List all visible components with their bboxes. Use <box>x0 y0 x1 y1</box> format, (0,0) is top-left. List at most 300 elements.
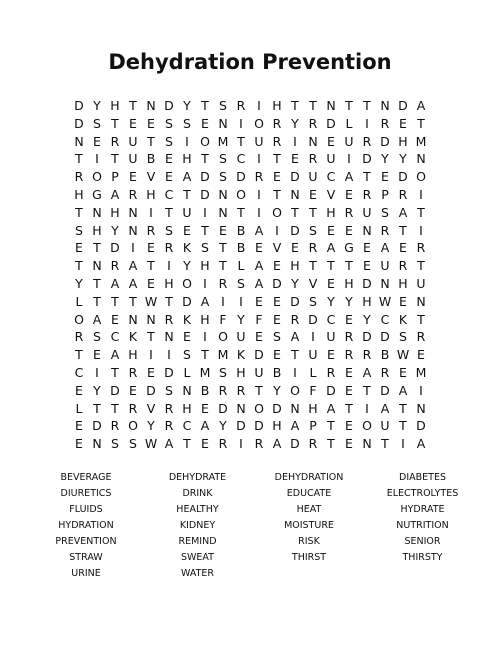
grid-cell[interactable]: E <box>345 311 353 327</box>
grid-cell[interactable]: I <box>293 133 297 149</box>
grid-cell[interactable]: D <box>182 293 192 309</box>
grid-cell[interactable]: Y <box>75 275 83 291</box>
grid-cell[interactable]: Y <box>291 275 299 291</box>
grid-cell[interactable]: C <box>182 418 192 434</box>
grid-cell[interactable]: O <box>92 169 102 185</box>
grid-cell[interactable]: D <box>254 347 264 363</box>
grid-cell[interactable]: R <box>308 115 318 131</box>
grid-cell[interactable]: I <box>257 151 261 167</box>
grid-cell[interactable]: E <box>345 186 353 202</box>
grid-cell[interactable]: N <box>236 400 246 416</box>
grid-cell[interactable]: N <box>308 133 318 149</box>
grid-cell[interactable]: R <box>110 418 120 434</box>
grid-cell[interactable]: T <box>417 115 425 131</box>
grid-cell[interactable]: E <box>345 364 353 380</box>
grid-cell[interactable]: S <box>183 115 191 131</box>
grid-cell[interactable]: U <box>308 347 318 363</box>
grid-cell[interactable]: S <box>381 204 389 220</box>
grid-cell[interactable]: T <box>417 204 425 220</box>
grid-cell[interactable]: Y <box>183 98 191 113</box>
grid-cell[interactable]: T <box>75 204 83 220</box>
grid-cell[interactable]: I <box>365 115 369 131</box>
grid-cell[interactable]: E <box>129 382 137 398</box>
grid-cell[interactable]: D <box>416 418 426 434</box>
grid-cell[interactable]: H <box>146 186 156 202</box>
grid-cell[interactable]: A <box>200 418 210 434</box>
grid-cell[interactable]: T <box>129 98 137 113</box>
grid-cell[interactable]: Y <box>219 418 227 434</box>
grid-cell[interactable]: B <box>236 222 246 238</box>
grid-cell[interactable]: D <box>362 151 372 167</box>
grid-cell[interactable]: E <box>183 222 191 238</box>
grid-cell[interactable]: N <box>182 382 192 398</box>
grid-cell[interactable]: N <box>218 204 228 220</box>
grid-cell[interactable]: C <box>326 169 336 185</box>
grid-cell[interactable]: A <box>380 400 390 416</box>
grid-cell[interactable]: L <box>183 364 191 380</box>
grid-cell[interactable]: T <box>237 133 245 149</box>
grid-cell[interactable]: T <box>201 98 209 113</box>
grid-cell[interactable]: T <box>75 347 83 363</box>
grid-cell[interactable]: U <box>380 418 390 434</box>
grid-cell[interactable]: I <box>167 347 171 363</box>
grid-cell[interactable]: K <box>128 329 138 345</box>
grid-cell[interactable]: T <box>129 293 137 309</box>
grid-cell[interactable]: T <box>255 382 263 398</box>
grid-cell[interactable]: T <box>291 347 299 363</box>
grid-cell[interactable]: O <box>272 204 282 220</box>
grid-cell[interactable]: N <box>164 329 174 345</box>
grid-cell[interactable]: H <box>398 275 408 291</box>
grid-cell[interactable]: T <box>93 240 101 256</box>
grid-cell[interactable]: R <box>164 240 174 256</box>
grid-cell[interactable]: A <box>290 329 300 345</box>
grid-cell[interactable]: T <box>183 436 191 452</box>
grid-cell[interactable]: C <box>110 329 120 345</box>
grid-cell[interactable]: E <box>165 151 173 167</box>
grid-cell[interactable]: R <box>362 186 372 202</box>
grid-cell[interactable]: R <box>398 258 408 274</box>
grid-cell[interactable]: U <box>344 133 354 149</box>
grid-cell[interactable]: R <box>398 186 408 202</box>
grid-cell[interactable]: I <box>347 151 351 167</box>
grid-cell[interactable]: T <box>345 400 353 416</box>
grid-cell[interactable]: R <box>362 133 372 149</box>
grid-cell[interactable]: H <box>326 204 336 220</box>
grid-cell[interactable]: T <box>327 258 335 274</box>
grid-cell[interactable]: C <box>74 364 84 380</box>
grid-cell[interactable]: E <box>327 133 335 149</box>
grid-cell[interactable]: A <box>128 258 138 274</box>
grid-cell[interactable]: E <box>399 364 407 380</box>
grid-cell[interactable]: T <box>237 204 245 220</box>
grid-cell[interactable]: E <box>111 311 119 327</box>
grid-cell[interactable]: H <box>272 418 282 434</box>
grid-cell[interactable]: K <box>182 240 192 256</box>
grid-cell[interactable]: A <box>344 169 354 185</box>
grid-cell[interactable]: F <box>309 382 317 398</box>
grid-cell[interactable]: R <box>254 169 264 185</box>
grid-cell[interactable]: T <box>381 436 389 452</box>
grid-cell[interactable]: A <box>128 275 138 291</box>
grid-cell[interactable]: D <box>200 186 210 202</box>
grid-cell[interactable]: R <box>218 382 228 398</box>
grid-cell[interactable]: D <box>92 418 102 434</box>
grid-cell[interactable]: Y <box>363 311 371 327</box>
grid-cell[interactable]: T <box>291 204 299 220</box>
grid-cell[interactable]: D <box>398 169 408 185</box>
grid-cell[interactable]: D <box>362 275 372 291</box>
grid-cell[interactable]: T <box>219 240 227 256</box>
grid-cell[interactable]: S <box>129 436 137 452</box>
grid-cell[interactable]: H <box>236 364 246 380</box>
grid-cell[interactable]: D <box>290 436 300 452</box>
grid-cell[interactable]: N <box>380 98 390 113</box>
grid-cell[interactable]: W <box>144 293 158 309</box>
grid-cell[interactable]: S <box>93 115 101 131</box>
grid-cell[interactable]: E <box>75 240 83 256</box>
grid-cell[interactable]: E <box>255 240 263 256</box>
grid-cell[interactable]: T <box>363 382 371 398</box>
grid-cell[interactable]: T <box>363 98 371 113</box>
grid-cell[interactable]: S <box>219 98 227 113</box>
grid-cell[interactable]: D <box>110 240 120 256</box>
grid-cell[interactable]: T <box>147 329 155 345</box>
grid-cell[interactable]: S <box>165 115 173 131</box>
grid-cell[interactable]: S <box>93 329 101 345</box>
grid-cell[interactable]: R <box>308 240 318 256</box>
grid-cell[interactable]: W <box>378 293 392 309</box>
grid-cell[interactable]: D <box>380 329 390 345</box>
grid-cell[interactable]: E <box>201 400 209 416</box>
grid-cell[interactable]: N <box>416 400 426 416</box>
grid-cell[interactable]: S <box>219 364 227 380</box>
grid-cell[interactable]: I <box>275 222 279 238</box>
grid-cell[interactable]: T <box>327 418 335 434</box>
grid-cell[interactable]: R <box>344 204 354 220</box>
grid-cell[interactable]: P <box>309 418 317 434</box>
grid-cell[interactable]: V <box>146 169 156 185</box>
grid-cell[interactable]: T <box>147 258 155 274</box>
grid-cell[interactable]: R <box>272 115 282 131</box>
grid-cell[interactable]: H <box>398 133 408 149</box>
grid-cell[interactable]: T <box>417 311 425 327</box>
grid-cell[interactable]: R <box>362 347 372 363</box>
grid-cell[interactable]: Y <box>111 222 119 238</box>
grid-cell[interactable]: E <box>201 115 209 131</box>
grid-cell[interactable]: C <box>164 186 174 202</box>
grid-cell[interactable]: N <box>128 311 138 327</box>
grid-cell[interactable]: N <box>362 222 372 238</box>
grid-cell[interactable]: Y <box>273 382 281 398</box>
grid-cell[interactable]: I <box>419 222 423 238</box>
grid-cell[interactable]: U <box>236 329 246 345</box>
grid-cell[interactable]: A <box>326 400 336 416</box>
grid-cell[interactable]: S <box>219 151 227 167</box>
grid-cell[interactable]: I <box>365 400 369 416</box>
grid-cell[interactable]: I <box>419 186 423 202</box>
grid-cell[interactable]: H <box>164 275 174 291</box>
grid-cell[interactable]: D <box>290 293 300 309</box>
grid-cell[interactable]: R <box>344 347 354 363</box>
grid-cell[interactable]: R <box>74 329 84 345</box>
grid-cell[interactable]: H <box>362 293 372 309</box>
grid-cell[interactable]: G <box>92 186 102 202</box>
grid-cell[interactable]: F <box>219 311 227 327</box>
grid-cell[interactable]: I <box>311 329 315 345</box>
grid-cell[interactable]: A <box>290 418 300 434</box>
grid-cell[interactable]: H <box>200 258 210 274</box>
grid-cell[interactable]: E <box>363 258 371 274</box>
grid-cell[interactable]: I <box>131 240 135 256</box>
grid-cell[interactable]: Y <box>147 418 155 434</box>
grid-cell[interactable]: R <box>218 436 228 452</box>
grid-cell[interactable]: R <box>146 222 156 238</box>
grid-cell[interactable]: R <box>308 151 318 167</box>
grid-cell[interactable]: P <box>381 186 389 202</box>
grid-cell[interactable]: E <box>345 222 353 238</box>
grid-cell[interactable]: I <box>257 186 261 202</box>
grid-cell[interactable]: Y <box>183 258 191 274</box>
grid-cell[interactable]: T <box>147 133 155 149</box>
grid-cell[interactable]: N <box>128 222 138 238</box>
grid-cell[interactable]: T <box>399 400 407 416</box>
grid-cell[interactable]: R <box>416 329 426 345</box>
grid-cell[interactable]: I <box>149 204 153 220</box>
grid-cell[interactable]: N <box>380 275 390 291</box>
grid-cell[interactable]: A <box>416 98 426 113</box>
grid-cell[interactable]: T <box>309 204 317 220</box>
grid-cell[interactable]: V <box>272 240 282 256</box>
grid-cell[interactable]: R <box>326 364 336 380</box>
grid-cell[interactable]: N <box>362 436 372 452</box>
grid-cell[interactable]: U <box>326 151 336 167</box>
grid-cell[interactable]: H <box>344 275 354 291</box>
grid-cell[interactable]: U <box>380 258 390 274</box>
grid-cell[interactable]: R <box>164 418 174 434</box>
grid-cell[interactable]: D <box>290 169 300 185</box>
grid-cell[interactable]: G <box>344 240 354 256</box>
grid-cell[interactable]: L <box>237 258 245 274</box>
grid-cell[interactable]: A <box>92 311 102 327</box>
grid-cell[interactable]: B <box>236 240 246 256</box>
grid-cell[interactable]: K <box>398 311 408 327</box>
grid-cell[interactable]: E <box>147 115 155 131</box>
grid-cell[interactable]: A <box>254 258 264 274</box>
grid-cell[interactable]: U <box>128 133 138 149</box>
grid-cell[interactable]: N <box>128 204 138 220</box>
grid-cell[interactable]: E <box>327 222 335 238</box>
grid-cell[interactable]: A <box>398 204 408 220</box>
grid-cell[interactable]: B <box>146 151 156 167</box>
grid-cell[interactable]: T <box>165 204 173 220</box>
grid-cell[interactable]: R <box>128 186 138 202</box>
grid-cell[interactable]: I <box>149 347 153 363</box>
grid-cell[interactable]: I <box>257 204 261 220</box>
grid-cell[interactable]: R <box>110 133 120 149</box>
grid-cell[interactable]: D <box>236 169 246 185</box>
grid-cell[interactable]: S <box>309 293 317 309</box>
grid-cell[interactable]: S <box>237 275 245 291</box>
grid-cell[interactable]: U <box>326 329 336 345</box>
grid-cell[interactable]: D <box>308 311 318 327</box>
grid-cell[interactable]: D <box>110 382 120 398</box>
grid-cell[interactable]: U <box>416 275 426 291</box>
grid-cell[interactable]: T <box>273 186 281 202</box>
grid-cell[interactable]: O <box>290 382 300 398</box>
grid-cell[interactable]: D <box>380 382 390 398</box>
grid-cell[interactable]: D <box>380 133 390 149</box>
grid-cell[interactable]: E <box>327 347 335 363</box>
grid-cell[interactable]: E <box>273 311 281 327</box>
grid-cell[interactable]: D <box>362 329 372 345</box>
grid-cell[interactable]: L <box>75 400 83 416</box>
grid-cell[interactable]: T <box>309 258 317 274</box>
grid-cell[interactable]: N <box>326 98 336 113</box>
grid-cell[interactable]: R <box>74 169 84 185</box>
grid-cell[interactable]: E <box>93 133 101 149</box>
grid-cell[interactable]: N <box>218 115 228 131</box>
grid-cell[interactable]: R <box>380 364 390 380</box>
grid-cell[interactable]: E <box>345 436 353 452</box>
grid-cell[interactable]: S <box>273 329 281 345</box>
grid-cell[interactable]: D <box>200 169 210 185</box>
grid-cell[interactable]: U <box>182 204 192 220</box>
grid-cell[interactable]: O <box>362 418 372 434</box>
grid-cell[interactable]: R <box>110 258 120 274</box>
grid-cell[interactable]: O <box>254 115 264 131</box>
grid-cell[interactable]: H <box>182 400 192 416</box>
grid-cell[interactable]: K <box>182 311 192 327</box>
grid-cell[interactable]: D <box>326 382 336 398</box>
grid-cell[interactable]: O <box>182 275 192 291</box>
grid-cell[interactable]: A <box>254 222 264 238</box>
grid-cell[interactable]: H <box>200 311 210 327</box>
grid-cell[interactable]: D <box>326 115 336 131</box>
grid-cell[interactable]: T <box>201 347 209 363</box>
grid-cell[interactable]: I <box>167 258 171 274</box>
grid-cell[interactable]: A <box>362 364 372 380</box>
grid-cell[interactable]: P <box>111 169 119 185</box>
grid-cell[interactable]: N <box>290 400 300 416</box>
grid-cell[interactable]: I <box>293 364 297 380</box>
grid-cell[interactable]: S <box>219 169 227 185</box>
grid-cell[interactable]: O <box>218 329 228 345</box>
grid-cell[interactable]: E <box>201 436 209 452</box>
grid-cell[interactable]: B <box>272 364 282 380</box>
grid-cell[interactable]: T <box>93 400 101 416</box>
grid-cell[interactable]: R <box>380 222 390 238</box>
grid-cell[interactable]: N <box>290 186 300 202</box>
grid-cell[interactable]: I <box>221 293 225 309</box>
grid-cell[interactable]: Y <box>345 293 353 309</box>
grid-cell[interactable]: T <box>111 115 119 131</box>
grid-cell[interactable]: H <box>92 222 102 238</box>
grid-cell[interactable]: U <box>362 204 372 220</box>
grid-cell[interactable]: E <box>291 151 299 167</box>
grid-cell[interactable]: S <box>183 347 191 363</box>
grid-cell[interactable]: O <box>200 133 210 149</box>
grid-cell[interactable]: T <box>291 98 299 113</box>
grid-cell[interactable]: O <box>236 186 246 202</box>
grid-cell[interactable]: E <box>399 293 407 309</box>
grid-cell[interactable]: D <box>146 382 156 398</box>
grid-cell[interactable]: E <box>273 293 281 309</box>
grid-cell[interactable]: U <box>308 169 318 185</box>
grid-cell[interactable]: A <box>182 169 192 185</box>
grid-cell[interactable]: K <box>236 347 246 363</box>
grid-cell[interactable]: M <box>415 133 427 149</box>
grid-cell[interactable]: U <box>254 364 264 380</box>
grid-cell[interactable]: R <box>218 275 228 291</box>
grid-cell[interactable]: V <box>308 275 318 291</box>
grid-cell[interactable]: T <box>363 169 371 185</box>
grid-cell[interactable]: D <box>290 222 300 238</box>
grid-cell[interactable]: E <box>255 329 263 345</box>
grid-cell[interactable]: Y <box>381 151 389 167</box>
grid-cell[interactable]: E <box>219 222 227 238</box>
grid-cell[interactable]: N <box>92 204 102 220</box>
grid-cell[interactable]: N <box>416 151 426 167</box>
grid-cell[interactable]: N <box>146 98 156 113</box>
grid-cell[interactable]: D <box>74 98 84 113</box>
grid-cell[interactable]: A <box>272 436 282 452</box>
grid-cell[interactable]: E <box>381 169 389 185</box>
grid-cell[interactable]: E <box>345 382 353 398</box>
grid-cell[interactable]: E <box>75 418 83 434</box>
grid-cell[interactable]: N <box>146 311 156 327</box>
grid-cell[interactable]: E <box>399 240 407 256</box>
grid-cell[interactable]: E <box>165 169 173 185</box>
grid-cell[interactable]: D <box>164 98 174 113</box>
grid-cell[interactable]: U <box>254 133 264 149</box>
grid-cell[interactable]: R <box>308 436 318 452</box>
grid-cell[interactable]: R <box>344 329 354 345</box>
grid-cell[interactable]: A <box>164 436 174 452</box>
grid-cell[interactable]: T <box>417 258 425 274</box>
grid-cell[interactable]: V <box>326 186 336 202</box>
grid-cell[interactable]: T <box>75 258 83 274</box>
grid-cell[interactable]: E <box>93 347 101 363</box>
grid-cell[interactable]: M <box>217 347 229 363</box>
grid-cell[interactable]: D <box>164 364 174 380</box>
grid-cell[interactable]: A <box>254 275 264 291</box>
grid-cell[interactable]: S <box>165 133 173 149</box>
grid-cell[interactable]: T <box>273 151 281 167</box>
grid-cell[interactable]: R <box>128 364 138 380</box>
grid-cell[interactable]: E <box>75 436 83 452</box>
grid-cell[interactable]: R <box>254 436 264 452</box>
grid-cell[interactable]: L <box>345 115 353 131</box>
grid-cell[interactable]: E <box>309 186 317 202</box>
grid-cell[interactable]: R <box>416 240 426 256</box>
grid-cell[interactable]: A <box>110 186 120 202</box>
grid-cell[interactable]: R <box>236 98 246 113</box>
grid-cell[interactable]: Y <box>399 151 407 167</box>
grid-cell[interactable]: M <box>217 133 229 149</box>
grid-cell[interactable]: D <box>272 400 282 416</box>
grid-cell[interactable]: R <box>164 311 174 327</box>
grid-cell[interactable]: E <box>147 275 155 291</box>
grid-cell[interactable]: T <box>399 222 407 238</box>
grid-cell[interactable]: O <box>74 311 84 327</box>
grid-cell[interactable]: M <box>199 364 211 380</box>
grid-cell[interactable]: I <box>95 151 99 167</box>
grid-cell[interactable]: T <box>75 151 83 167</box>
grid-cell[interactable]: E <box>363 240 371 256</box>
grid-cell[interactable]: I <box>203 275 207 291</box>
grid-cell[interactable]: B <box>380 347 390 363</box>
